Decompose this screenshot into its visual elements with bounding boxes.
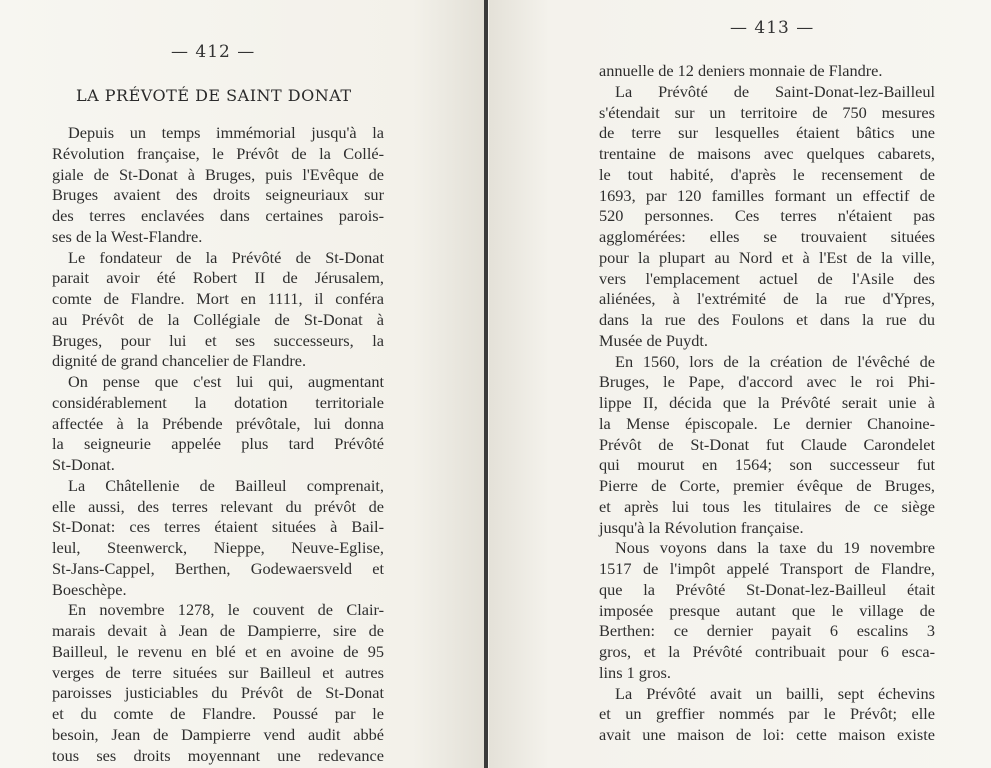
chapter-title: LA PRÉVOTÉ DE SAINT DONAT <box>76 86 352 105</box>
text-line: besoin, Jean de Dampierre vend audit abbé <box>52 724 384 744</box>
left-page <box>0 0 486 768</box>
text-line: 1517 de l'impôt appelé Transport de Flandre, <box>599 559 935 578</box>
text-line: Prévôt de St-Donat fut Claude Carondelet <box>599 434 935 454</box>
text-line: St-Jans-Cappel, Berthen, Godewaersveld et <box>52 558 384 578</box>
text-line: de terre sur lesquelles étaient bâtics une <box>599 123 935 143</box>
text-line: Pierre de Corte, premier évêque de Bruges, <box>599 476 935 495</box>
text-line: affectée à la Prébende prévôtale, lui donna <box>52 413 384 433</box>
text-line: pour la plupart au Nord et à l'Est de la ville, <box>599 247 935 267</box>
text-line: avait une maison de loi: cette maison existe <box>599 725 935 744</box>
text-line: des terres enclavées dans certaines parois- <box>52 206 384 225</box>
text-line: La Châtellenie de Bailleul comprenait, <box>68 475 384 495</box>
text-line: considérablement la dotation territoriale <box>52 392 384 412</box>
text-line: 520 personnes. Ces terres n'étaient pas <box>599 206 935 226</box>
text-line: Le fondateur de la Prévôté de St-Donat <box>68 247 384 267</box>
text-line: La Prévôté avait un bailli, sept échevins <box>615 683 935 703</box>
text-line: Révolution française, le Prévôt de la Collé- <box>52 143 384 163</box>
text-line: la Mense épiscopale. Le dernier Chanoine- <box>599 413 935 433</box>
text-line: le tout habité, d'après le recensement de <box>599 164 935 184</box>
text-line: annuelle de 12 deniers monnaie de Flandre. <box>599 61 883 80</box>
text-line: ses de la West-Flandre. <box>52 226 203 246</box>
text-line: Musée de Puydt. <box>599 330 708 350</box>
text-line: dans la rue des Foulons et dans la rue du <box>599 310 935 329</box>
text-line: dignité de grand chancelier de Flandre. <box>52 351 307 371</box>
text-line: verges de terre situées sur Bailleul et autres <box>52 662 384 682</box>
left-page-text <box>52 123 384 766</box>
right-page-text <box>599 61 935 746</box>
text-line: Bailleul, le revenu en blé et en avoine de 95 <box>52 641 384 661</box>
text-line: giale de St-Donat à Bruges, puis l'Evêque de <box>52 164 384 184</box>
text-line: gros, et la Prévôté contribuait pour 6 esca- <box>599 642 935 661</box>
text-line: comte de Flandre. Mort en 1111, il conféra <box>52 289 384 308</box>
text-line: leul, Steenwerck, Nieppe, Neuve-Eglise, <box>52 538 384 557</box>
text-line: que la Prévôté St-Donat-lez-Bailleul était <box>599 579 935 599</box>
text-line: St-Donat. <box>52 455 115 474</box>
text-line: Depuis un temps immémorial jusqu'à la <box>68 123 384 142</box>
text-line: tous ses droits moyennant une redevance <box>52 745 384 765</box>
right-page-number: — 413 — <box>730 18 815 38</box>
text-line: vers l'emplacement actuel de l'Asile des <box>599 268 935 288</box>
text-line: paroisses justiciables du Prévôt de St-Donat <box>52 683 384 703</box>
text-line: lippe II, décida que la Prévôté serait unie à <box>599 393 935 412</box>
text-line: La Prévôté de Saint-Donat-lez-Bailleul <box>615 81 935 101</box>
text-line: trentaine de maisons avec quelques cabarets, <box>599 144 935 163</box>
text-line: On pense que c'est lui qui, augmentant <box>68 372 384 391</box>
text-line: aliénées, à l'extrémité de la rue d'Ypres, <box>599 289 935 309</box>
text-line: agglomérées: elles se trouvaient situées <box>599 227 935 246</box>
text-line: elle aussi, des terres relevant du prévôt de <box>52 496 384 516</box>
text-line: au Prévôt de la Collégiale de St-Donat à <box>52 309 384 329</box>
text-line: Bruges avaient des droits seigneuriaux sur <box>52 185 384 205</box>
text-line: En novembre 1278, le couvent de Clair- <box>68 600 384 620</box>
book-gutter <box>484 0 488 768</box>
text-line: s'étendait sur un territoire de 750 mesures <box>599 102 935 122</box>
text-line: 1693, par 120 familles formant un effectif de <box>599 185 935 205</box>
text-line: et un greffier nommés par le Prévôt; elle <box>599 704 935 724</box>
text-line: Nous voyons dans la taxe du 19 novembre <box>615 538 935 558</box>
text-line: Bruges, pour lui et ses successeurs, la <box>52 330 384 350</box>
text-line: En 1560, lors de la création de l'évêché de <box>615 351 935 371</box>
left-page-number: — 412 — <box>171 42 256 62</box>
text-line: imposée presque autant que le village de <box>599 600 935 620</box>
text-line: et après lui tous les titulaires de ce siège <box>599 496 935 516</box>
text-line: jusqu'à la Révolution française. <box>599 517 804 537</box>
text-line: marais devait à Jean de Dampierre, sire de <box>52 621 384 640</box>
text-line: Berthen: ce dernier payait 6 escalins 3 <box>599 621 935 641</box>
text-line: lins 1 gros. <box>599 662 671 682</box>
text-line: qui mourut en 1564; son successeur fut <box>599 455 935 475</box>
text-line: St-Donat: ces terres étaient situées à Bail- <box>52 517 384 537</box>
text-line: parait avoir été Robert II de Jérusalem, <box>52 268 384 288</box>
text-line: la seigneurie appelée plus tard Prévôté <box>52 434 384 454</box>
right-page <box>489 0 991 768</box>
text-line: Bruges, le Pape, d'accord avec le roi Phi- <box>599 372 935 392</box>
text-line: Boeschèpe. <box>52 579 127 599</box>
text-line: et du comte de Flandre. Poussé par le <box>52 704 384 723</box>
